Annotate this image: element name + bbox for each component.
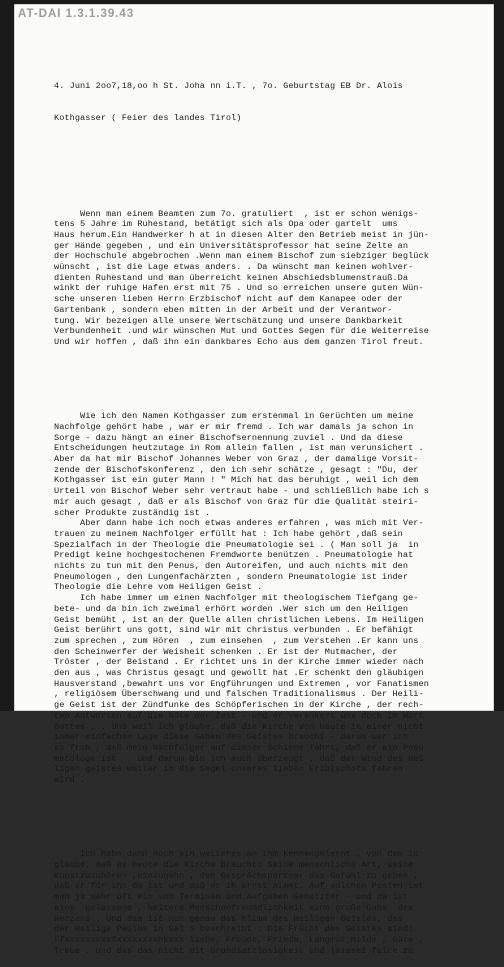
text-line: Predigt keine hochgestochenen Fremdworte benützen . Pneumatologie hat — [54, 550, 414, 561]
text-line: scher Produkte zuständig ist . — [54, 507, 211, 518]
text-line: den Scheinwerfer der Weisheit schenken . Er ist der Mutmacher, der — [54, 646, 398, 657]
text-line: zende der Bischofskonferenz , den ich sehr schätze , gesagt : "Du, der — [54, 464, 419, 475]
text-line: zum sprechen , zum Hören , zum einsehen , zum Verstehen .Er kann uns — [54, 635, 419, 646]
text-line: Wenn man einem Beamten zum 7o. gratuliert , ist er schon wenigs- — [54, 208, 419, 219]
text-line: dienten Ruhestand und man überreicht keinen Abschiedsblumenstrauß.Da — [54, 272, 409, 283]
text-line: Treue . Und das das nicht mit Grundsatzlosigkeit und laissez faire zu — [54, 945, 414, 956]
text-line: der Hochschule abgebrochen .Wenn man einem Bischof zum siebziger beglück — [54, 251, 429, 262]
text-line: Spezialfach in der Theologie die Pneumatologie sei . ( Man soll ja in — [54, 539, 419, 550]
text-line: Verbundenheit .und wir wünschen Mut und Gottes Segen für die Weiterreise — [54, 326, 429, 337]
text-line: ger Hände gegeben , und ein Universitätsprofessor hat seine Zelte an — [54, 240, 409, 251]
text-line: Geist berührt uns gott, sind wir mit christus verbunden . Er befähigt — [54, 625, 414, 636]
text-line: Nachfolge gehört habe , war er mir fremd . Ich war damals ja schon in — [54, 421, 414, 432]
text-line: tung. Wir bezeigen alle unsere Wertschätzung und unsere Dankbarkeit — [54, 315, 403, 326]
header-line: Kothgasser ( Feier des landes Tirol) — [54, 112, 242, 123]
document-header — [54, 59, 484, 145]
text-line: Wie ich den Namen Kothgasser zum erstenmal in Gerüchten um meine — [54, 411, 414, 422]
text-line: Sorge - dazu hängt an einer Bischofsernennung zuviel . Und da diese — [54, 432, 403, 443]
text-line: Aber dann habe ich noch etwas anderes erfahren , was mich mit Ver- — [54, 518, 424, 529]
text-line: Ich habe immer um einen Nachfolger mit theologischem Tiefgang ge- — [54, 593, 419, 604]
scan-border-left — [0, 0, 14, 711]
text-line: man ja sehr oft ein von Terminen und Aufgaben Gehetzter - und da ist — [54, 892, 409, 903]
text-line: bete- und da bin ich zweimal erhört worden .Wer sich um den Heiligen — [54, 603, 409, 614]
text-line: ligen geistes weiter in die Segel unseres lieben Erzbischofs fahren — [54, 764, 403, 775]
text-line: Kunstzuzuhören ,einzugehn , den Gesprächspartner das Gefühl zu geben , — [54, 870, 419, 881]
text-line: Urteil von Bischof Weber sehr vertraut habe - und schließlich habe ich s — [54, 486, 429, 497]
spacer — [54, 369, 484, 379]
text-line: Hausverstand ,bewahrt uns vor Engführungen und Extremen , vor Fanatismen — [54, 678, 429, 689]
paragraph-character — [54, 849, 484, 956]
text-line: Tröster , der Beistand . Er richtet uns in der Kirche immer wieder nach — [54, 657, 424, 668]
paragraph-birthday-wishes — [54, 209, 484, 348]
text-line: Aber da hat mir Bischof Johannes Weber von Graz , der damalige Vorsit- — [54, 454, 419, 465]
text-line: Haus herum.Ein Handwerker h at in diesen Alter den Betrieb meist in jün- — [54, 229, 429, 240]
text-line: nichts zu tun mit den Penus, den Autoreifen, und auch nichts mit den — [54, 561, 409, 572]
text-line: Geist bemüht , ist an der Quelle allen christlichen Lebens. Im Heiligen — [54, 614, 424, 625]
text-line: matologe ist . Und darum bin ich auch überzeugt , daß der Wind des Hei — [54, 753, 424, 764]
text-line: der Heilige Paulus in Gal 5 beschreibt : Die Frücht des Geistes sind: — [54, 924, 414, 935]
text-line: den aus , was Christus gesagt und gewollt hat .Er schenkt den gläubigen — [54, 668, 424, 679]
spacer — [54, 166, 484, 176]
text-line: Herzens . Und das ist nun genau das Klima des Heiligen Geistes, das — [54, 913, 403, 924]
text-line: Ich habe dann noch ein weiteres an ihm kennengelernt , von dem ic — [54, 849, 419, 860]
scan-border-right — [494, 0, 504, 711]
text-line: immer einfachen Lage diese Gaben des Geistes braucht - darum war ich — [54, 732, 409, 743]
text-line: wünscht , ist die Lage etwas anders. . Da wünscht man keinen wohlver- — [54, 262, 414, 273]
text-line: Ffxxxxxxxxxfxxxxxxxxhkxxx liebe, Freude, Friede, Langmut,Milde , Güte , — [54, 934, 424, 945]
text-line: mir auch gesagt , daß er als Bischof von Graz für die Qualität steiri- — [54, 496, 419, 507]
text-line: ten Antworten auf die Nöte der Zeit - und er verankert uns doch im Wort — [54, 710, 424, 721]
text-line: Entscheidungen heutzutage in Rom allein fallen , ist man verunsichert . — [54, 443, 424, 454]
text-line: glaube, daß es heute die Kirche braucht: Seine menschliche Art, seine — [54, 860, 414, 871]
archive-stamp: AT-DAI 1.3.1.39.43 — [18, 8, 135, 20]
text-line: daß er für ihn da ist und daß er ih ernst nimmt. Auf solchen Posten ist — [54, 881, 424, 892]
text-line: so froh , daß mein Nachfolger auf dieser Schiene fährt, daß er ein Pneu — [54, 743, 424, 753]
text-line: ge Geist ist der Zündfunke des Schöpferischen in der Kirche , der rech- — [54, 700, 424, 711]
paragraph-succession — [54, 411, 484, 786]
text-line: eine gelassene , heitere Menschenfreundlichkeit eine große Gabe des — [54, 902, 414, 913]
text-line: winkt der ruhige Hafen erst mit 75 . Und so erreichen unsere guten Wün- — [54, 283, 424, 294]
text-line: sche unseren lieben Herrn Erzbischof nicht auf dem Kanapee oder der — [54, 294, 403, 305]
text-line: Pneumologen , den Lungenfachärzten , sondern Pneumatologie ist inder — [54, 571, 409, 582]
header-line: 4. Juni 2oo7,18,oo h St. Joha nn i.T. , 7o. Geburtstag EB Dr. Alois — [54, 80, 403, 91]
text-line: Gottes , . Und weil ich glaube, daß die Kirche von heute in einer nicht — [54, 721, 424, 732]
text-line: , religiösem Überschwang und und falschen Traditionalismus . Der Heili- — [54, 689, 424, 700]
text-line: tens 5 Jahre im Ruhestand, betätigt sich als Opa oder gartelt ums — [54, 219, 398, 230]
text-line: Und wir hoffen , daß ihn ein dankbares Echo aus dem ganzen Tirol freut. — [54, 336, 424, 347]
typewritten-document — [54, 38, 484, 967]
text-line: Kothgasser ist ein guter Mann ! " Mich hat das beruhigt , weil ich dem — [54, 475, 419, 486]
text-line: Gartenbank , sondern eben mitten in der Arbeit und der Verantwor- — [54, 304, 393, 315]
spacer — [54, 807, 484, 817]
text-line: trauen zu meinem Nachfolger erfüllt hat : Ich habe gehört ,daß sein — [54, 528, 403, 539]
text-line: wird . — [54, 775, 86, 786]
text-line: Theologie die Lehre vom Heiligen Geist . — [54, 582, 263, 593]
